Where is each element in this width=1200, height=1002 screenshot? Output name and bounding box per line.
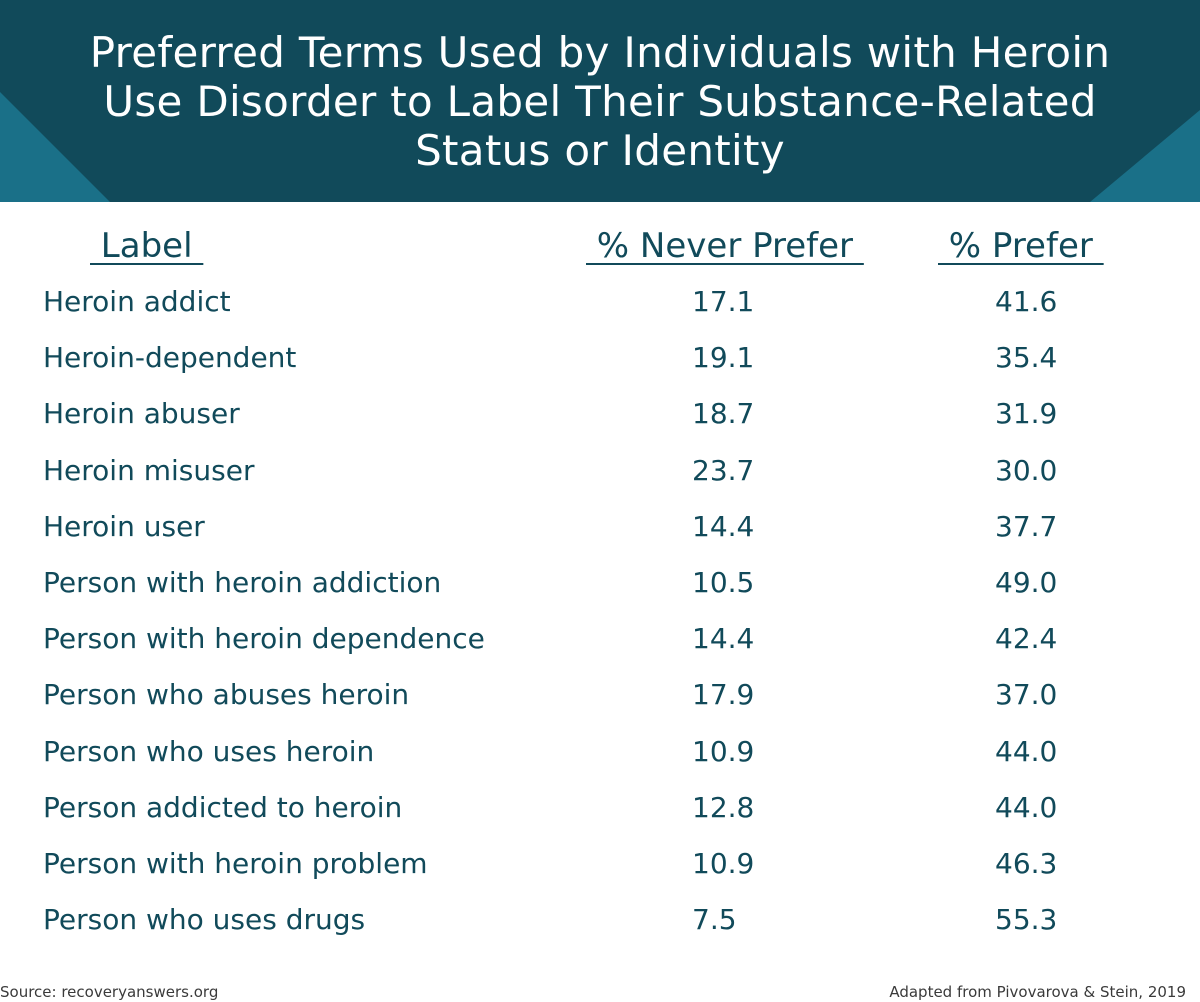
prefer-value: 44.0 [995, 734, 1058, 768]
never-prefer-value: 10.5 [692, 566, 755, 599]
row-label: Person who uses drugs [43, 903, 366, 937]
prefer-value: 30.0 [995, 453, 1058, 487]
table-row [0, 836, 1200, 892]
prefer-value: 44.0 [995, 790, 1058, 824]
never-prefer-value: 23.7 [692, 453, 755, 487]
prefer-value: 46.3 [995, 847, 1058, 880]
never-prefer-value: 12.8 [692, 790, 755, 824]
prefer-value: 49.0 [995, 566, 1058, 599]
never-prefer-value: 19.1 [692, 341, 755, 375]
table-row [0, 386, 1200, 442]
row-label: Person who uses heroin [43, 734, 375, 768]
row-label: Person with heroin addiction [43, 566, 442, 599]
column-header-label: Label [90, 226, 204, 266]
table-row [0, 443, 1200, 499]
source-note: Source: recoveryanswers.org [0, 983, 219, 1001]
table-row [0, 499, 1200, 555]
prefer-value: 31.9 [995, 397, 1058, 431]
row-label: Heroin user [43, 509, 205, 543]
never-prefer-value: 18.7 [692, 397, 755, 431]
table-row [0, 555, 1200, 611]
prefer-value: 37.0 [995, 678, 1058, 712]
title-line-2: Use Disorder to Label Their Substance-Related [103, 77, 1097, 126]
prefer-value: 41.6 [995, 285, 1058, 318]
table-row [0, 724, 1200, 780]
never-prefer-value: 10.9 [692, 847, 755, 880]
row-label: Person addicted to heroin [43, 790, 403, 824]
prefer-value: 35.4 [995, 341, 1058, 375]
page-title [0, 28, 1200, 175]
column-header-prefer: % Prefer [938, 226, 1104, 266]
table-row [0, 611, 1200, 667]
title-line-1: Preferred Terms Used by Individuals with Heroin [89, 28, 1111, 77]
prefer-value: 55.3 [995, 903, 1058, 937]
row-label: Person with heroin problem [43, 847, 428, 880]
row-label: Person with heroin dependence [43, 622, 485, 656]
never-prefer-value: 14.4 [692, 622, 755, 656]
prefer-value: 37.7 [995, 509, 1058, 543]
credit-note: Adapted from Pivovarova & Stein, 2019 [889, 983, 1186, 1001]
title-banner [0, 0, 1200, 202]
table-row [0, 892, 1200, 948]
title-line-3: Status or Identity [415, 126, 785, 175]
never-prefer-value: 14.4 [692, 509, 755, 543]
row-label: Heroin-dependent [43, 341, 297, 375]
prefer-value: 42.4 [995, 622, 1058, 656]
never-prefer-value: 17.9 [692, 678, 755, 712]
row-label: Person who abuses heroin [43, 678, 410, 712]
never-prefer-value: 10.9 [692, 734, 755, 768]
never-prefer-value: 7.5 [692, 903, 737, 937]
row-label: Heroin abuser [43, 397, 240, 431]
table-row [0, 330, 1200, 386]
table-row [0, 667, 1200, 723]
table-row [0, 780, 1200, 836]
never-prefer-value: 17.1 [692, 285, 755, 318]
column-header-never-prefer: % Never Prefer [586, 226, 864, 266]
table-row [0, 274, 1200, 330]
row-label: Heroin misuser [43, 453, 255, 487]
row-label: Heroin addict [43, 285, 231, 318]
